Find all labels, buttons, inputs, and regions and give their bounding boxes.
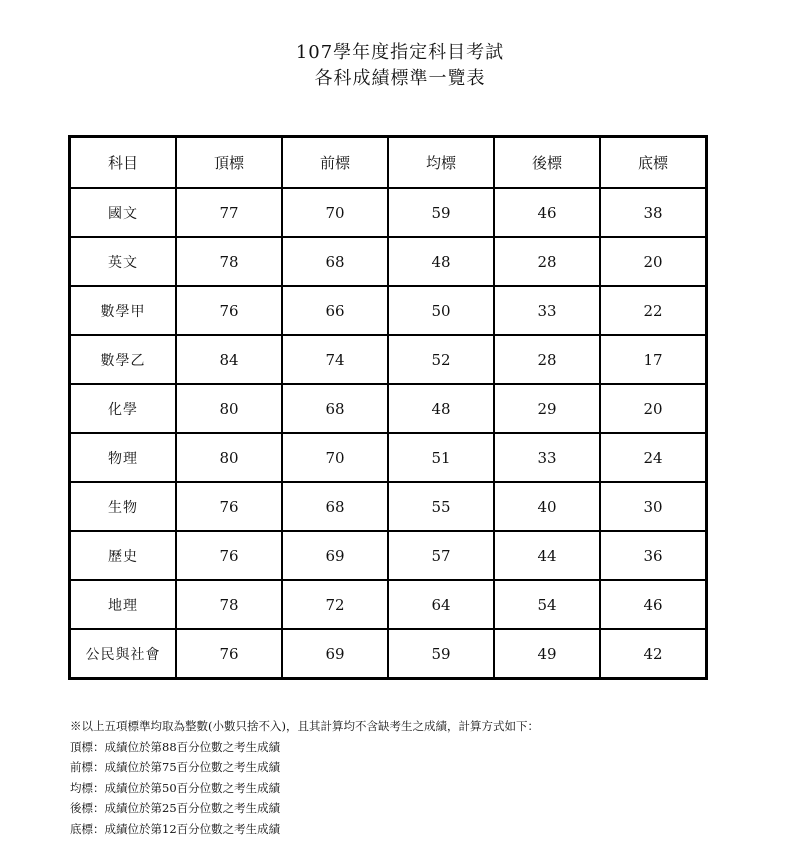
calculation-notes (70, 716, 539, 839)
note-back: 後標：成績位於第25百分位數之考生成績 (70, 801, 281, 815)
value-cell: 22 (600, 286, 707, 335)
value-cell: 46 (494, 188, 600, 237)
table-header-row (70, 137, 707, 189)
value-cell: 68 (282, 237, 388, 286)
value-cell: 36 (600, 531, 707, 580)
table-row (70, 237, 707, 286)
value-cell: 78 (176, 580, 282, 629)
value-cell: 30 (600, 482, 707, 531)
value-cell: 64 (388, 580, 494, 629)
note-bottom: 底標：成績位於第12百分位數之考生成績 (70, 821, 281, 836)
value-cell: 44 (494, 531, 600, 580)
value-cell: 76 (176, 531, 282, 580)
value-cell: 70 (282, 433, 388, 482)
subject-cell: 物理 (70, 433, 177, 482)
value-cell: 68 (282, 482, 388, 531)
value-cell: 33 (494, 433, 600, 482)
value-cell: 42 (600, 629, 707, 679)
column-header-front: 前標 (282, 137, 388, 189)
value-cell: 55 (388, 482, 494, 531)
value-cell: 38 (600, 188, 707, 237)
value-cell: 33 (494, 286, 600, 335)
table-row (70, 482, 707, 531)
value-cell: 69 (282, 531, 388, 580)
value-cell: 50 (388, 286, 494, 335)
column-header-bottom: 底標 (600, 137, 707, 189)
column-header-subject: 科目 (70, 137, 177, 189)
value-cell: 51 (388, 433, 494, 482)
table-row (70, 335, 707, 384)
score-standards-table-wrapper (68, 135, 708, 680)
value-cell: 76 (176, 286, 282, 335)
table-row (70, 629, 707, 679)
value-cell: 20 (600, 237, 707, 286)
value-cell: 59 (388, 629, 494, 679)
column-header-top: 頂標 (176, 137, 282, 189)
value-cell: 72 (282, 580, 388, 629)
subject-cell: 歷史 (70, 531, 177, 580)
column-header-back: 後標 (494, 137, 600, 189)
value-cell: 52 (388, 335, 494, 384)
value-cell: 17 (600, 335, 707, 384)
value-cell: 76 (176, 629, 282, 679)
table-row (70, 580, 707, 629)
table-row (70, 188, 707, 237)
value-cell: 54 (494, 580, 600, 629)
value-cell: 28 (494, 237, 600, 286)
value-cell: 68 (282, 384, 388, 433)
value-cell: 49 (494, 629, 600, 679)
value-cell: 84 (176, 335, 282, 384)
column-header-average: 均標 (388, 137, 494, 189)
note-top: 頂標：成績位於第88百分位數之考生成績 (70, 739, 281, 754)
table-row (70, 433, 707, 482)
table-row (70, 286, 707, 335)
value-cell: 66 (282, 286, 388, 335)
subject-cell: 地理 (70, 580, 177, 629)
value-cell: 46 (600, 580, 707, 629)
value-cell: 28 (494, 335, 600, 384)
value-cell: 80 (176, 384, 282, 433)
value-cell: 29 (494, 384, 600, 433)
value-cell: 77 (176, 188, 282, 237)
table-row (70, 384, 707, 433)
value-cell: 80 (176, 433, 282, 482)
value-cell: 78 (176, 237, 282, 286)
table-row (70, 531, 707, 580)
subject-cell: 英文 (70, 237, 177, 286)
value-cell: 40 (494, 482, 600, 531)
value-cell: 20 (600, 384, 707, 433)
value-cell: 70 (282, 188, 388, 237)
note-average: 均標：成績位於第50百分位數之考生成績 (70, 780, 281, 795)
value-cell: 48 (388, 384, 494, 433)
title-line-2: 各科成績標準一覽表 (314, 68, 486, 89)
document-title (0, 40, 800, 92)
value-cell: 76 (176, 482, 282, 531)
value-cell: 59 (388, 188, 494, 237)
subject-cell: 生物 (70, 482, 177, 531)
note-intro: ※以上五項標準均取為整數(小數只捨不入)，且其計算均不含缺考生之成績，計算方式如下： (70, 719, 539, 733)
value-cell: 69 (282, 629, 388, 679)
score-standards-table (68, 135, 708, 680)
value-cell: 48 (388, 237, 494, 286)
title-line-1: 107學年度指定科目考試 (295, 42, 505, 63)
value-cell: 74 (282, 335, 388, 384)
note-front: 前標：成績位於第75百分位數之考生成績 (70, 760, 281, 774)
subject-cell: 公民與社會 (70, 629, 177, 679)
subject-cell: 數學乙 (70, 335, 177, 384)
subject-cell: 數學甲 (70, 286, 177, 335)
subject-cell: 化學 (70, 384, 177, 433)
value-cell: 57 (388, 531, 494, 580)
subject-cell: 國文 (70, 188, 177, 237)
value-cell: 24 (600, 433, 707, 482)
